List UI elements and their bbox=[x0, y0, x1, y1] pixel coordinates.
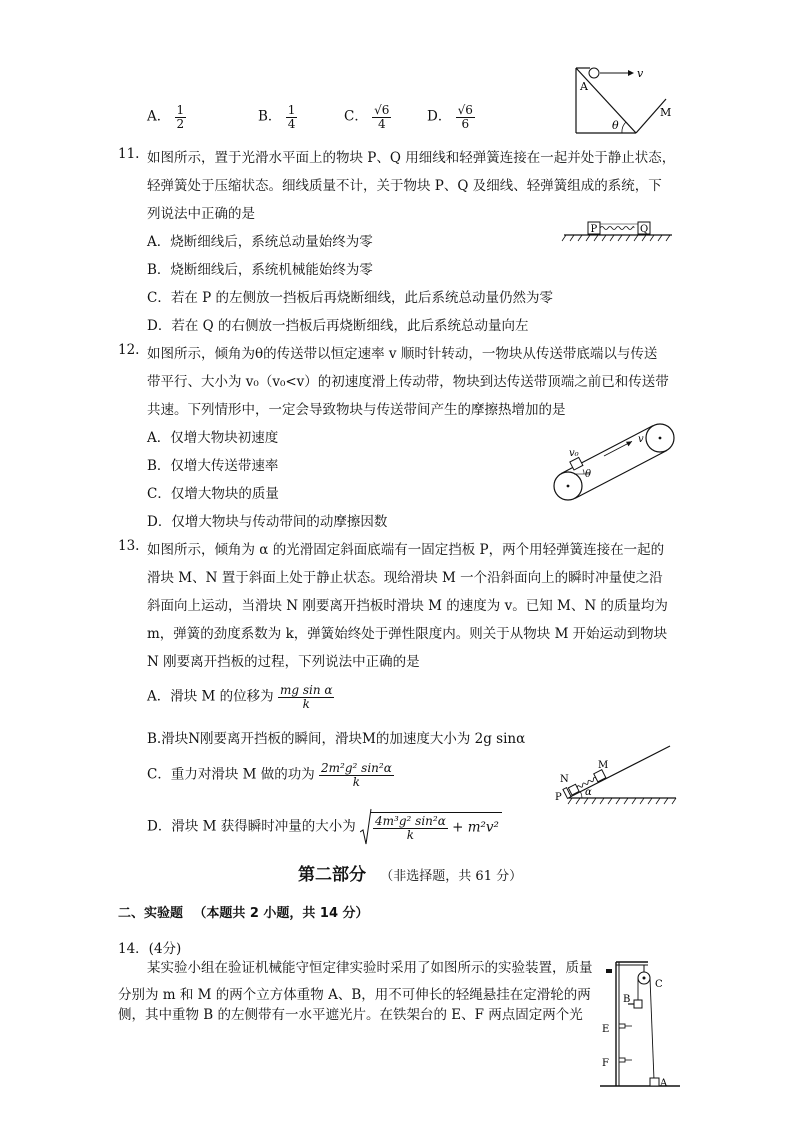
q10-option-a bbox=[147, 104, 186, 130]
numerator: 2m²g² sin²α bbox=[321, 761, 392, 775]
q13-option-d bbox=[147, 808, 502, 846]
label-v: v bbox=[637, 67, 644, 80]
square-root bbox=[360, 808, 502, 846]
q11-option-a: A．烧断细线后，系统总动量始终为零 bbox=[147, 234, 373, 250]
q11-stem-line1: 如图所示，置于光滑水平面上的物块 P、Q 用细线和轻弹簧连接在一起并处于静止状态， bbox=[147, 150, 676, 166]
option-text: D．滑块 M 获得瞬时冲量的大小为 bbox=[147, 818, 356, 835]
q12-option-a: A．仅增大物块初速度 bbox=[147, 430, 279, 446]
label-p: P bbox=[590, 224, 598, 235]
q14-line1: 某实验小组在验证机械能守恒定律实验时采用了如图所示的实验装置，质量 bbox=[147, 960, 593, 976]
numerator: √6 bbox=[457, 103, 473, 117]
q12-stem-line3: 共速。下列情形中，一定会导致物块与传送带间产生的摩擦热增加的是 bbox=[147, 402, 566, 418]
label-v0: v₀ bbox=[569, 448, 579, 459]
label-m: M bbox=[660, 106, 672, 119]
denominator: 6 bbox=[461, 116, 470, 131]
fraction bbox=[286, 104, 298, 130]
denominator: 2 bbox=[176, 116, 185, 131]
q12-option-c: C．仅增大物块的质量 bbox=[147, 486, 279, 502]
label-p: P bbox=[555, 792, 562, 803]
numerator: 1 bbox=[176, 103, 185, 117]
radicand bbox=[371, 812, 502, 841]
q10-option-d bbox=[427, 104, 475, 130]
numerator: 1 bbox=[287, 103, 296, 117]
q12-option-b: B．仅增大传送带速率 bbox=[147, 458, 279, 474]
label-m: M bbox=[598, 760, 609, 771]
denominator: k bbox=[302, 696, 310, 711]
q13-stem-line1: 如图所示，倾角为 α 的光滑固定斜面底端有一固定挡板 P，两个用轻弹簧连接在一起的 bbox=[147, 542, 665, 558]
label-f: F bbox=[602, 1058, 609, 1069]
q12-figure bbox=[548, 420, 678, 506]
radicand-tail: + m²v² bbox=[452, 820, 499, 836]
label-alpha: α bbox=[585, 787, 592, 798]
denominator: k bbox=[352, 774, 361, 789]
q11-stem-line2: 轻弹簧处于压缩状态。细线质量不计，关于物块 P、Q 及细线、轻弹簧组成的系统，下 bbox=[147, 178, 662, 194]
q13-figure bbox=[552, 742, 678, 806]
numerator: 4m³g² sin²α bbox=[375, 814, 446, 829]
section-note: （本题共 2 小题，共 14 分） bbox=[193, 906, 369, 921]
label-c: C bbox=[655, 979, 663, 990]
q10-option-b bbox=[258, 104, 297, 130]
option-label: D． bbox=[427, 108, 452, 125]
label-a: A bbox=[580, 80, 588, 93]
q14-line2: 分别为 m 和 M 的两个立方体重物 A、B，用不可伸长的轻绳悬挂在定滑轮的两 bbox=[118, 987, 591, 1003]
q11-number: 11. bbox=[118, 146, 140, 162]
q13-stem-line4: m，弹簧的劲度系数为 k，弹簧始终处于弹性限度内。则关于从物块 M 开始运动到物块 bbox=[147, 626, 668, 642]
label-b: B bbox=[623, 994, 631, 1005]
q11-option-c: C．若在 P 的左侧放一挡板后再烧断细线，此后系统总动量仍然为零 bbox=[147, 290, 553, 306]
fraction bbox=[175, 104, 187, 130]
q12-stem-line2: 带平行、大小为 v₀（v₀<v）的初速度滑上传动带，物块到达传送带顶端之前已和传送带 bbox=[147, 374, 669, 390]
label-theta: θ bbox=[585, 469, 592, 480]
q11-option-b: B．烧断细线后，系统机械能始终为零 bbox=[147, 262, 373, 278]
denominator: 4 bbox=[287, 116, 296, 131]
q12-option-d: D．仅增大物块与传动带间的动摩擦因数 bbox=[147, 514, 388, 530]
label-v: v bbox=[638, 434, 644, 445]
q13-stem-line3: 斜面向上运动，当滑块 N 刚要离开挡板时滑块 M 的速度为 v。已知 M、N 的质量均为 bbox=[147, 598, 668, 614]
fraction bbox=[372, 104, 391, 130]
option-label: C． bbox=[344, 108, 368, 125]
q14-line3: 侧，其中重物 B 的左侧带有一水平遮光片。在铁架台的 E、F 两点固定两个光 bbox=[118, 1007, 583, 1023]
q13-option-a bbox=[147, 684, 334, 710]
q10-figure bbox=[570, 62, 680, 138]
fraction bbox=[456, 104, 475, 130]
q14-figure bbox=[596, 956, 680, 1092]
numerator: √6 bbox=[374, 103, 390, 117]
label-theta: θ bbox=[612, 119, 619, 132]
label-a: A bbox=[660, 1078, 668, 1089]
numerator: mg sin α bbox=[279, 683, 333, 697]
denominator: 4 bbox=[377, 116, 386, 131]
fraction bbox=[319, 762, 394, 788]
fraction bbox=[373, 815, 448, 841]
q10-option-c bbox=[344, 104, 391, 130]
q13-option-b: B.滑块N刚要离开挡板的瞬间，滑块M的加速度大小为 2g sinα bbox=[147, 731, 526, 747]
q12-number: 12. bbox=[118, 342, 140, 358]
denominator: k bbox=[406, 828, 415, 842]
q11-figure bbox=[560, 218, 676, 244]
label-q: Q bbox=[640, 224, 649, 235]
q13-stem-line5: N 刚要离开挡板的过程，下列说法中正确的是 bbox=[147, 654, 420, 670]
option-label: B． bbox=[258, 108, 282, 125]
section-title: 二、实验题 bbox=[118, 906, 184, 921]
option-text: C．重力对滑块 M 做的功为 bbox=[147, 766, 315, 783]
section-heading bbox=[118, 902, 369, 921]
fraction bbox=[278, 684, 335, 710]
label-n: N bbox=[560, 774, 569, 785]
option-text: A．滑块 M 的位移为 bbox=[147, 688, 274, 705]
q13-stem-line2: 滑块 M、N 置于斜面上处于静止状态。现给滑块 M 一个沿斜面向上的瞬时冲量使之沿 bbox=[147, 570, 663, 586]
q13-number: 13. bbox=[118, 538, 140, 554]
label-e: E bbox=[602, 1024, 610, 1035]
part2-title: 第二部分 bbox=[298, 865, 366, 885]
q12-stem-line1: 如图所示，倾角为θ的传送带以恒定速率 v 顺时针转动，一物块从传送带底端以与传送 bbox=[147, 346, 658, 362]
q13-option-c bbox=[147, 762, 394, 788]
q14-number: 14．(4分) bbox=[118, 941, 182, 957]
q11-stem-line3: 列说法中正确的是 bbox=[147, 206, 255, 222]
q11-option-d: D．若在 Q 的右侧放一挡板后再烧断细线，此后系统总动量向左 bbox=[147, 318, 529, 334]
option-label: A． bbox=[147, 108, 171, 125]
part2-heading bbox=[298, 860, 522, 885]
part2-subtitle: （非选择题，共 61 分） bbox=[380, 869, 523, 884]
